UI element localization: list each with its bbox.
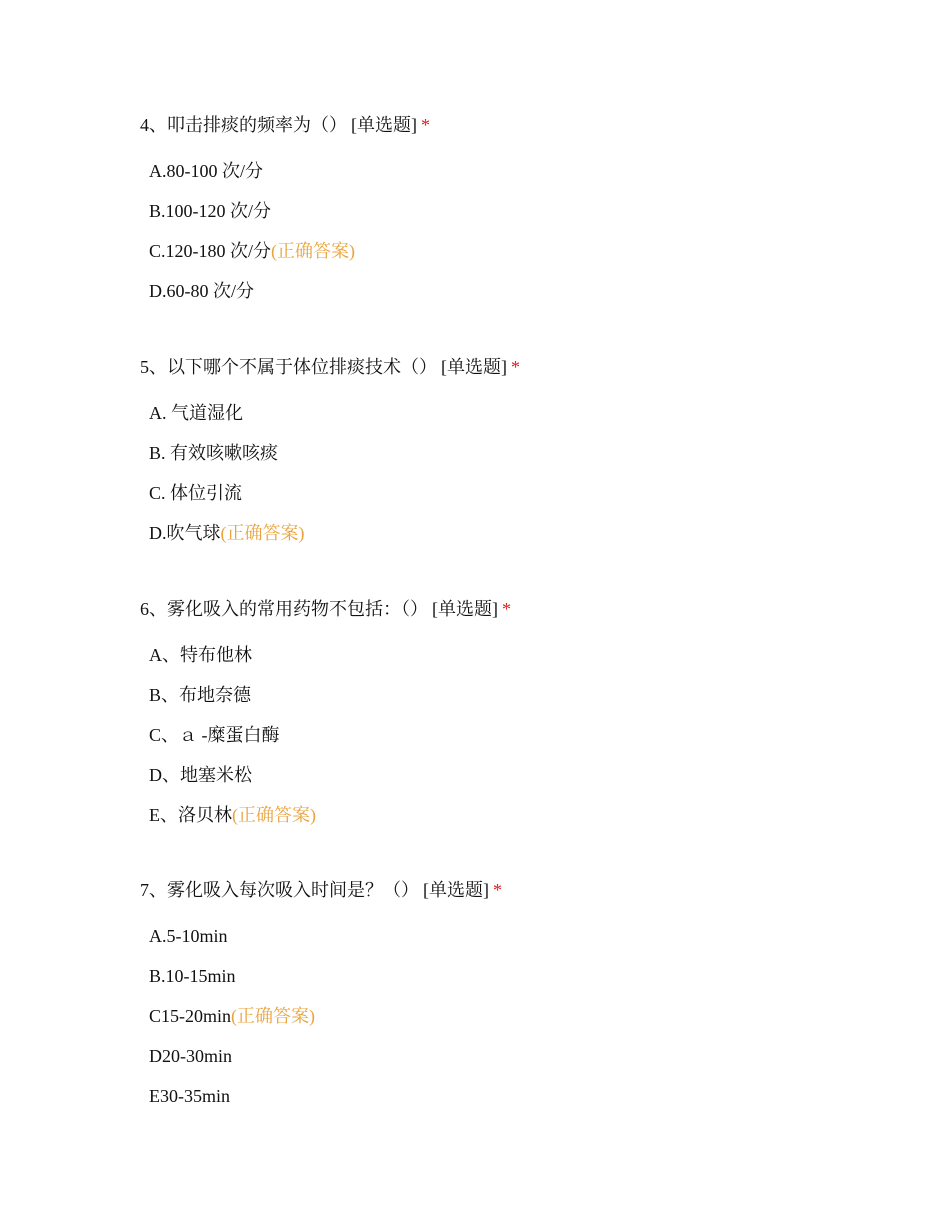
option-text: D20-30min — [149, 1046, 232, 1066]
option-text: B.10-15min — [149, 966, 236, 986]
correct-answer-tag: (正确答案) — [220, 523, 305, 543]
question-5 — [140, 356, 900, 562]
option-text: D.60-80 次/分 — [149, 281, 254, 301]
question-title — [140, 598, 900, 620]
option-list — [140, 402, 900, 544]
option-d[interactable] — [149, 280, 900, 302]
question-type-label: [单选题] — [423, 880, 489, 900]
required-mark: * — [511, 357, 520, 377]
option-a[interactable] — [149, 644, 900, 666]
option-text: C、ａ -糜蛋白酶 — [149, 725, 280, 745]
option-c[interactable] — [149, 724, 900, 746]
question-type-label: [单选题] — [441, 357, 507, 377]
question-7 — [140, 879, 900, 1125]
option-list — [140, 644, 900, 826]
question-text: 6、雾化吸入的常用药物不包括：（） — [140, 599, 428, 619]
question-text: 5、以下哪个不属于体位排痰技术（） — [140, 357, 437, 377]
option-b[interactable] — [149, 965, 900, 987]
option-a[interactable] — [149, 402, 900, 424]
question-title — [140, 114, 900, 136]
option-text: E30-35min — [149, 1086, 230, 1106]
correct-answer-tag: (正确答案) — [271, 241, 356, 261]
option-a[interactable] — [149, 160, 900, 182]
question-4 — [140, 114, 900, 320]
option-c[interactable] — [149, 240, 900, 262]
option-text: C.120-180 次/分 — [149, 241, 272, 261]
option-text: C15-20min — [149, 1006, 232, 1026]
option-d[interactable] — [149, 764, 900, 786]
option-text: A.80-100 次/分 — [149, 161, 263, 181]
correct-answer-tag: (正确答案) — [231, 1006, 316, 1026]
correct-answer-tag: (正确答案) — [232, 805, 316, 825]
question-title — [140, 879, 900, 901]
option-c[interactable] — [149, 482, 900, 504]
question-type-label: [单选题] — [432, 599, 498, 619]
option-e[interactable] — [149, 804, 900, 826]
option-text: E、洛贝林 — [149, 805, 232, 825]
option-c[interactable] — [149, 1005, 900, 1027]
option-d[interactable] — [149, 522, 900, 544]
option-b[interactable] — [149, 200, 900, 222]
option-b[interactable] — [149, 442, 900, 464]
required-mark: * — [421, 115, 430, 135]
required-mark: * — [493, 880, 502, 900]
option-text: B、布地奈德 — [149, 685, 252, 705]
required-mark: * — [502, 599, 511, 619]
option-text: D.吹气球 — [149, 523, 221, 543]
option-text: A.5-10min — [149, 926, 228, 946]
option-list — [140, 925, 900, 1107]
option-text: D、地塞米松 — [149, 765, 252, 785]
option-d[interactable] — [149, 1045, 900, 1067]
question-type-label: [单选题] — [351, 115, 417, 135]
option-text: C. 体位引流 — [149, 483, 243, 503]
question-6 — [140, 598, 900, 844]
option-b[interactable] — [149, 684, 900, 706]
option-text: B.100-120 次/分 — [149, 201, 272, 221]
option-e[interactable] — [149, 1085, 900, 1107]
option-text: A、特布他林 — [149, 645, 252, 665]
question-text: 7、雾化吸入每次吸入时间是？（） — [140, 880, 419, 900]
question-text: 4、叩击排痰的频率为（） — [140, 115, 347, 135]
question-title — [140, 356, 900, 378]
option-text: B. 有效咳嗽咳痰 — [149, 443, 279, 463]
option-list — [140, 160, 900, 302]
option-a[interactable] — [149, 925, 900, 947]
option-text: A. 气道湿化 — [149, 403, 243, 423]
